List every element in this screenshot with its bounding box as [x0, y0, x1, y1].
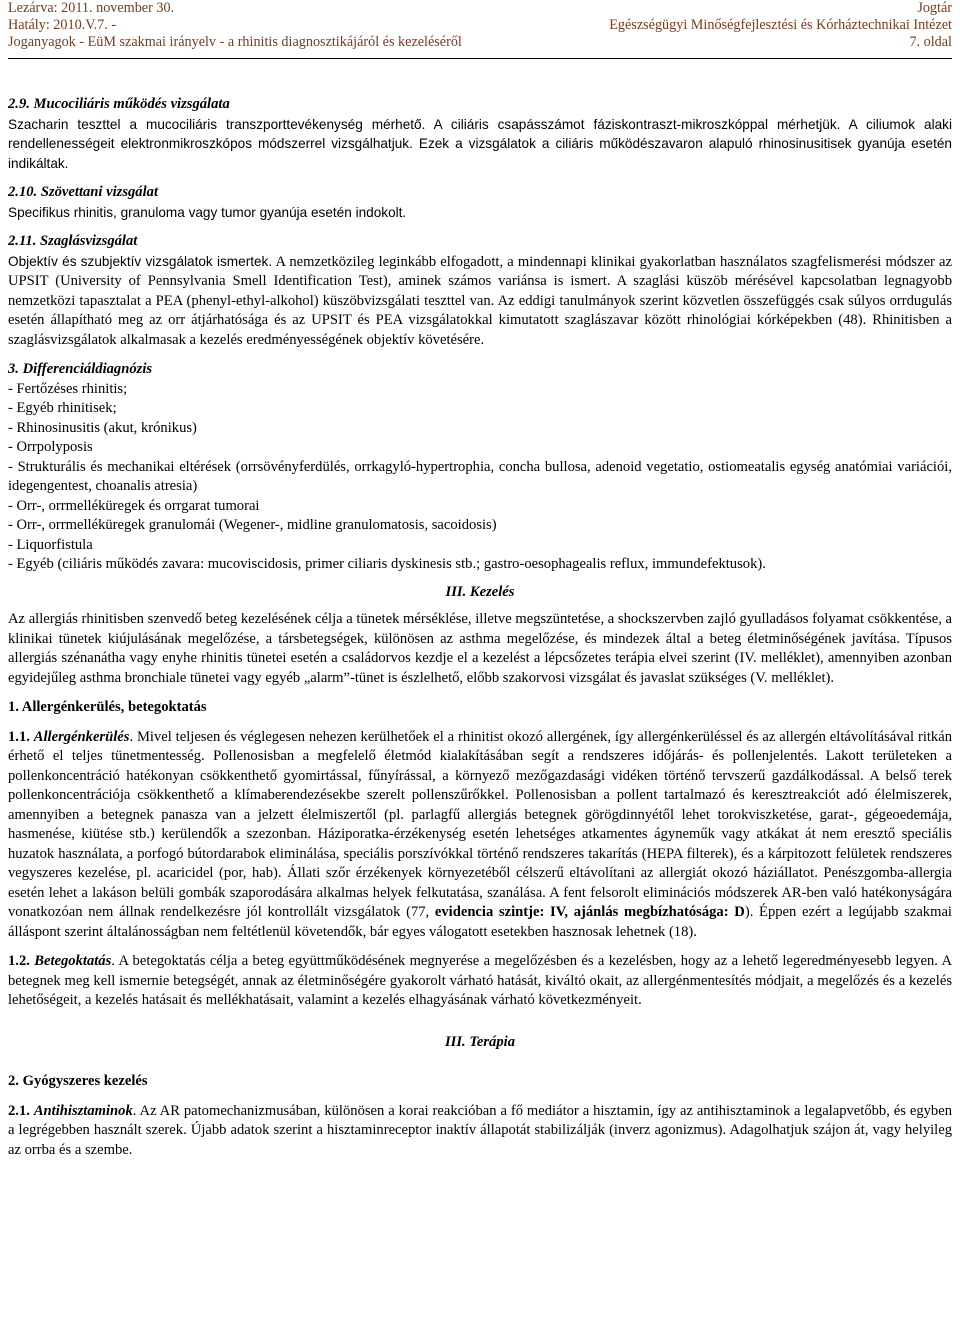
section-1-1-title: Allergénkerülés [33, 728, 130, 745]
page-number: 7. oldal [909, 34, 952, 51]
list-item: - Orr-, orrmelléküregek granulomái (Wegener-, midline granulomatosis, sacoidosis) [8, 517, 497, 533]
list-item: - Egyéb (ciliáris működés zavara: mucoviscidosis, primer ciliaris dyskinesis stb.; gastro-oesophagealis reflux, immundefektusok). [8, 556, 766, 572]
section-1-2-number: 1.2. [8, 953, 35, 969]
section-2-9-text: Szacharin teszttel a mucociliáris transzporttevékenység mérhető. A ciliáris csapásszámot fáziskontraszt-mikroszkóppal mérhetjük. A ciliumok alaki rendellenességeit elektronmikroszkópos módszerrel vizsgálhatjuk. Ezek a vizsgálatok a ciliáris működészavaron alapuló rhinosinusitisek gyanúja esetén indikáltak. [8, 116, 952, 171]
list-item: - Fertőzéses rhinitis; [8, 380, 128, 397]
section-2-10-title: 2.10. Szövettani vizsgálat [8, 184, 158, 200]
page-header [8, 0, 952, 52]
section-2-10-text: Specifikus rhinitis, granuloma vagy tumor gyanúja esetén indokolt. [8, 204, 407, 220]
list-item: - Strukturális és mechanikai eltérések (orrsövényferdülés, orrkagyló-hypertrophia, concha bullosa, adenoid vegetatio, ostiomeatalis egység anatómiai variációi, idegengentest, choanalis atresia) [8, 458, 952, 494]
section-2-1-body: . Az AR patomechanizmusában, különösen a korai reakcióban a fő mediátor a hisztamin, így az antihisztaminok a legalapvetőbb, és egyben a legrégebben használt szerek. Újabb adatok szerint a hisztaminreceptor inaktív állapotát stabilizálják (inverz agonizmus). Adagolhatjuk szájon át, vagy helyileg az orrba és a szembe. [8, 1102, 952, 1158]
section-2-11-text [8, 252, 952, 351]
section-1-1-number: 1.1. [8, 728, 34, 745]
list-item: - Orrpolyposis [8, 439, 93, 455]
section-2-1-title: Antihisztaminok [33, 1102, 133, 1119]
institute-name: Egészségügyi Minőségfejlesztési és Kórháztechnikai Intézet [609, 17, 952, 34]
section-2-1-number: 2.1. [8, 1102, 34, 1119]
section-2-title: 2. Gyógyszeres kezelés [8, 1073, 148, 1089]
differential-list [8, 380, 952, 575]
evidence-level: evidencia szintje: IV, ajánlás megbízhatósága: D [434, 904, 745, 920]
section-3-title: 3. Differenciáldiagnózis [8, 361, 153, 377]
section-1-2-title: Betegoktatás [34, 953, 112, 969]
section-2-1-text [8, 1102, 952, 1161]
treatment-text: Az allergiás rhinitisben szenvedő beteg kezelésének célja a tünetek mérséklése, illetve megszüntetése, a shockszervben zajló gyulladásos folyamat csökkentése, a klinikai tünetek kiújulásának megelőzése, a társbetegségek, különösen az asthma megelőzése, és mindezek által a beteg életminőségének javítása. Típusos allergiás szénanátha vagy enyhe rhinitis tünetei esetén a családorvos kezdje el a kezelést a lépcsőzetes terápia elvei szerint (IV. melléklet), amennyiben azonban egyidejűleg asthma bronchiale tünetei vagy egyéb „alarm”-tünet is észlelhető, előbb szakorvosi vizsgálat és javaslat szükséges (V. melléklet). [8, 611, 952, 686]
section-1-title: 1. Allergénkerülés, betegoktatás [8, 699, 207, 715]
list-item: - Rhinosinusitis (akut, krónikus) [8, 419, 197, 436]
document-title: Joganyagok - EüM szakmai irányelv - a rhinitis diagnosztikájáról és kezeléséről [8, 34, 462, 51]
treatment-heading: III. Kezelés [445, 583, 515, 600]
therapy-heading: III. Terápia [444, 1033, 515, 1050]
section-1-1-body: . Mivel teljesen és véglegesen nehezen kerülhetőek el a rhinitist okozó allergének, így allergénkerüléssel és az allergén eltávolításával ritkán érhető el teljes tünetmentesség. Pollenosisban a megfelelő életmód kialakításában segít a rendszeres időjárás- és pollenjelentés. Lakott területeken a pollenkoncentráció hatékonyan csökkenthető gyomirtással, fűnyírással, a környező mezőgazdasági vidéken történő tervszerű gazdálkodással. A belső terek pollenkoncentrációja csökkenthető a klímaberendezésekbe szerelt pollenszűrőkkel. Pollenosisban a pollent tartalmazó és keresztreakciót adó élelmiszerek, amennyiben a betegnek panasza van a jelzett élelmiszertől (pl. parlagfű allergiás betegnek görögdinnyétől lehet torokviszketése, garat-, gégeoedemája, hasmenése, kiütése stb.) kerülendők a szezonban. Háziporatka-érzékenység esetén lehetséges atkamentes ágyneműk vagy atkákat át nem eresztő speciális huzatok használata, a porfogó bútordarabok eliminálása, speciális porszívókkal történő rendszeres takarítás (HEPA filterek), és a kárpitozott felületek rendszeres vegyszeres kezelése, pl. acaricidel (por, hab). Állati szőr érzékenyek környezetéből célszerű eltávolítani az allergiát okozó háziállatot. Penészgomba-allergia esetén lehet a lakáson belüli gombák szaporodására alkalmas helyek felkutatása, szanálása. A fent felsorolt eliminációs módszerek AR-ben való hatékonyságára vonatkozóan nem állnak rendelkezésre jól kontrollált vizsgálatok (77, [8, 728, 952, 920]
section-1-2-text [8, 952, 952, 1011]
document-body [8, 95, 952, 1160]
closed-date: Lezárva: 2011. november 30. [8, 0, 175, 16]
section-2-11-body: A nemzetközileg leginkább elfogadott, a mindennapi klinikai gyakorlatban használatos szagfelismerési módszer az UPSIT (University of Pennsylvania Smell Identification Test), aminek számos variánsa is ismert. A szaglási küszöb mérésével kapcsolatban legnagyobb nemzetközi tapasztalat a PEA (phenyl-ethyl-alkohol) küszöbvizsgálati teszttel van. Az eddigi tanulmányok szerint közvetlen összefüggés csak súlyos orrdugulás esetén állapítható meg az orr átjárhatósága és az UPSIT és PEA vizsgálatokkal kimutatott szaglászavar között rhinológiai kórképekben (48). Rhinitisben a szaglásvizsgálatok alkalmasak a kezelés eredményességének objektív követésére. [8, 253, 952, 348]
source-name: Jogtár [917, 0, 952, 16]
section-2-11-lead: Objektív és szubjektív vizsgálatok ismertek. [8, 253, 273, 269]
list-item: - Egyéb rhinitisek; [8, 400, 117, 416]
header-divider [8, 58, 952, 59]
list-item: - Liquorfistula [8, 536, 93, 553]
list-item: - Orr-, orrmelléküregek és orrgarat tumorai [8, 497, 260, 514]
effective-date: Hatály: 2010.V.7. - [8, 17, 117, 34]
section-2-9-title: 2.9. Mucociliáris működés vizsgálata [8, 96, 230, 112]
section-2-11-title: 2.11. Szaglásvizsgálat [8, 233, 138, 249]
section-1-2-body: . A betegoktatás célja a beteg együttműködésének megnyerése a megelőzésben és a kezelésben, hogy az a lehető legeredményesebb legyen. A betegnek meg kell ismernie betegségét, annak az életminőségére gyakorolt várható hatását, kiváltó okait, az allergénmentesítés módjait, a megelőzés és a kezelés lehetőségeit, a kezelés hatásait és mellékhatásait, valamint a kezelés elhagyásának várható következményeit. [8, 953, 952, 1008]
section-1-1-text [8, 728, 952, 943]
section-1-1-body-end: ). Éppen ezért a legújabb szakmai álláspont szerint általánosságban nem feltétlenül követendők, bár egyes válogatott esetekben hasznosak lehetnek (18). [8, 904, 952, 940]
